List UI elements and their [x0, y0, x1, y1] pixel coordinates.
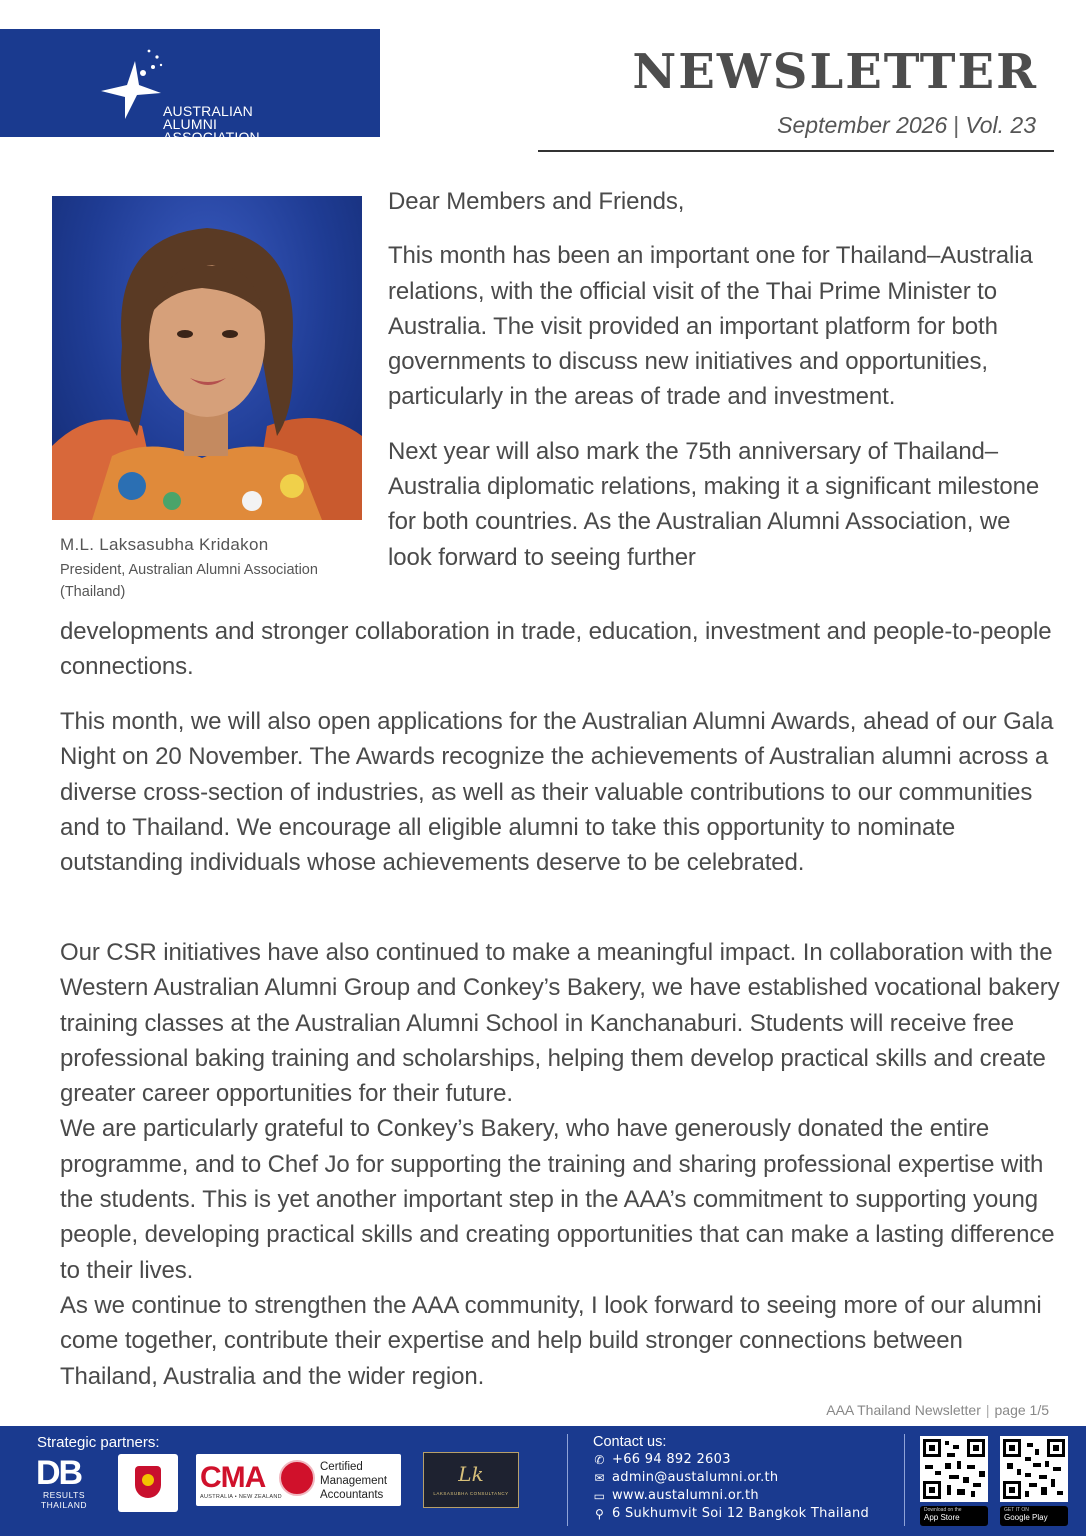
phone-icon: ✆: [594, 1453, 605, 1467]
crest-shield-icon: [135, 1466, 161, 1498]
qr-code-icon: [1003, 1439, 1065, 1499]
letter-paragraph-2-start: Next year will also mark the 75th anniversary of Thailand–Australia diplomatic relations, making it a significant milestone for both countries. As the Australian Alumni Association, we look forward to seeing further: [388, 437, 1040, 571]
letter-body-csr: [60, 935, 1060, 1394]
strategic-partners-label: Strategic partners:: [37, 1434, 160, 1451]
google-play-badge-label: Google Play: [1004, 1513, 1048, 1522]
letter-paragraph-5: We are particularly grateful to Conkey’s Bakery, who have generously donated the entire programme, and to Chef Jo for supporting the training and sharing professional expertise with the students. This is yet another important step in the AAA’s commitment to supporting young people, developing practical skills and creating opportunities that can make a lasting difference to their lives.: [60, 1115, 1055, 1284]
photo-caption: [60, 535, 318, 602]
page-number: page 1/5: [994, 1402, 1049, 1418]
letter-paragraph-2-end: developments and stronger collaboration in trade, education, investment and people-to-people connections.: [60, 618, 1052, 681]
db-logo-sub-2: THAILAND: [40, 1500, 88, 1510]
school-crest-logo: [118, 1454, 178, 1512]
contact-address: 6 Sukhumvit Soi 12 Bangkok Thailand: [612, 1506, 870, 1521]
envelope-icon: ✉: [594, 1471, 605, 1485]
letter-right-column: [388, 184, 1058, 594]
cma-text-line-2: Management: [320, 1475, 388, 1487]
issue-separator: |: [953, 112, 960, 138]
cma-region: AUSTRALIA • NEW ZEALAND: [200, 1494, 282, 1500]
google-play-badge-small: GET IT ON: [1004, 1507, 1029, 1513]
contact-address-row: [593, 1505, 869, 1523]
logo-line-1: AUSTRALIAN: [163, 103, 253, 119]
qr-code-icon: [923, 1439, 985, 1499]
footer-divider-right: [904, 1434, 905, 1526]
cma-seal-icon: [279, 1460, 315, 1496]
contact-block: [593, 1433, 869, 1523]
contact-heading: Contact us:: [593, 1434, 667, 1450]
contact-email-row[interactable]: [593, 1469, 869, 1487]
logo-line-3: ASSOCIATION: [163, 129, 260, 145]
newsletter-title: NEWSLETTER: [632, 44, 1038, 100]
cma-logo: [196, 1454, 401, 1506]
logo-subtitle: (THAILAND): [219, 145, 253, 151]
logo-line-2: ALUMNI: [163, 116, 218, 132]
cma-text-line-1: Certified: [320, 1461, 363, 1473]
cma-text: [320, 1460, 387, 1502]
header-divider: [538, 150, 1054, 152]
footer-band: [0, 1426, 1086, 1536]
google-play-qr-code[interactable]: [1000, 1436, 1068, 1502]
app-store-qr-code[interactable]: [920, 1436, 988, 1502]
caption-role-line-2: (Thailand): [60, 584, 126, 600]
issue-volume: Vol. 23: [965, 112, 1036, 138]
footer-divider-left: [567, 1434, 568, 1526]
page-footer-separator: |: [985, 1402, 990, 1418]
publication-name: AAA Thailand Newsletter: [826, 1402, 981, 1418]
caption-role-line-1: President, Australian Alumni Association: [60, 562, 318, 578]
issue-date: September 2026: [777, 112, 948, 138]
db-logo-sub-1: RESULTS: [42, 1490, 86, 1500]
cma-logo-mark: CMA: [200, 1461, 266, 1494]
lk-monogram: Lk: [458, 1462, 484, 1486]
logo-band: [0, 29, 380, 151]
logo-text: [163, 105, 260, 152]
google-play-badge[interactable]: [1000, 1506, 1068, 1526]
page-footer: [826, 1402, 1049, 1418]
caption-name: M.L. Laksasubha Kridakon: [60, 535, 269, 554]
app-store-badge-label: App Store: [924, 1513, 960, 1522]
letter-paragraph-6: As we continue to strengthen the AAA community, I look forward to seeing more of our alumni come together, contribute their expertise and help build stronger connections between Thailand, Australia and the wider region.: [60, 1291, 1042, 1390]
president-photo: [52, 196, 362, 520]
issue-line: [777, 112, 1036, 139]
contact-website-row[interactable]: [593, 1487, 869, 1505]
location-pin-icon: ⚲: [594, 1507, 605, 1521]
contact-phone-row[interactable]: [593, 1451, 869, 1469]
db-logo-mark: DB: [36, 1454, 82, 1492]
app-store-badge-small: Download on the: [924, 1507, 962, 1513]
letter-paragraph-4: Our CSR initiatives have also continued to make a meaningful impact. In collaboration with the Western Australian Alumni Group and Conkey’s Bakery, we have established vocational bakery training classes at the Australian Alumni School in Kanchanaburi. Students will receive free professional baking training and scholarships, helping them develop practical skills and create greater career opportunities for their future.: [60, 939, 1060, 1108]
cma-text-line-3: Accountants: [320, 1489, 384, 1501]
letter-paragraph-1: This month has been an important one for Thailand–Australia relations, with the official visit of the Thai Prime Minister to Australia. The visit provided an important platform for both governments to discuss new initiatives and opportunities, particularly in the areas of trade and investment.: [388, 242, 1033, 411]
letter-greeting: Dear Members and Friends,: [388, 188, 685, 215]
laptop-icon: ▭: [593, 1489, 606, 1503]
portrait-illustration: [52, 196, 362, 520]
laksasubha-consultancy-logo: [423, 1452, 519, 1508]
contact-website[interactable]: www.austalumni.or.th: [612, 1488, 759, 1503]
southern-cross-star-icon: [95, 43, 165, 123]
letter-paragraph-3: This month, we will also open applications for the Australian Alumni Awards, ahead of our Gala Night on 20 November. The Awards recognize the achievements of Australian alumni across a diverse cross-section of industries, as well as their valuable contributions to our communities and to Thailand. We encourage all eligible alumni to take this opportunity to nominate outstanding individuals whose achievements deserve to be celebrated.: [60, 708, 1054, 877]
contact-email[interactable]: admin@austalumni.or.th: [612, 1470, 779, 1485]
lk-name: LAKSASUBHA CONSULTANCY: [433, 1491, 509, 1496]
db-results-logo: [30, 1456, 98, 1512]
caption-role: [60, 558, 318, 602]
app-store-badge[interactable]: [920, 1506, 988, 1526]
contact-phone[interactable]: +66 94 892 2603: [612, 1452, 731, 1467]
